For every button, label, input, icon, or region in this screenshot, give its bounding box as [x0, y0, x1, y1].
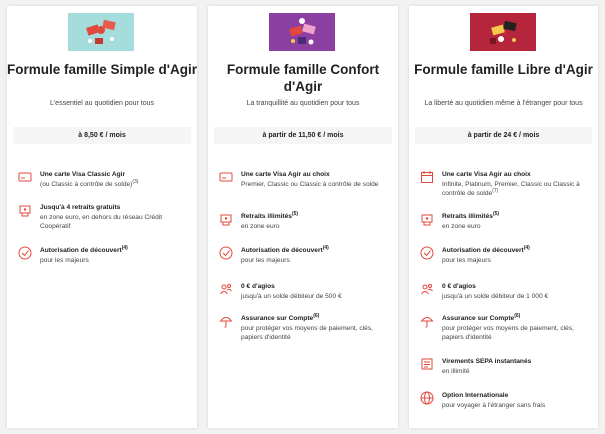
check-icon — [420, 246, 434, 260]
feature-title: Option Internationale — [442, 392, 509, 399]
footnote: (5) — [291, 210, 299, 217]
card-title: Formule famille Libre d'Agir — [414, 62, 593, 77]
feature-title: Une carte Visa Agir au choix — [241, 171, 330, 178]
feature-desc: (ou Classic à contrôle de solde) — [40, 180, 133, 188]
feature-title: Retraits illimités — [241, 213, 292, 220]
feature-title: Autorisation de découvert — [40, 247, 122, 254]
feature-desc: pour les majeurs — [241, 256, 290, 264]
globe-icon — [420, 391, 434, 405]
card-icon — [219, 170, 233, 184]
feature-desc: en illimité — [442, 367, 470, 375]
umbrella-icon — [420, 314, 434, 328]
feature-desc: en zone euro — [442, 222, 481, 230]
feature-item — [420, 170, 594, 200]
feature-item — [420, 246, 594, 276]
hero-illustration — [269, 13, 335, 51]
feature-item — [219, 212, 394, 242]
price-label: à partir de 11,50 € / mois — [214, 127, 392, 144]
card-title: Formule famille Confort d'Agir — [226, 62, 380, 94]
card-subtitle: La tranquillité au quotidien pour tous — [246, 100, 360, 107]
calendar-icon — [420, 170, 434, 184]
feature-title: Retraits illimités — [442, 213, 493, 220]
hero-illustration — [470, 13, 536, 51]
footnote: (5) — [492, 210, 500, 217]
feature-desc: jusqu'à un solde débiteur de 500 € — [241, 292, 342, 300]
feature-item — [18, 203, 193, 233]
feature-item — [420, 212, 594, 242]
atm-icon — [18, 203, 32, 217]
feature-desc: en zone euro, en dehors du réseau Crédit Coopératif — [40, 213, 163, 230]
feature-desc: Premier, Classic ou Classic à contrôle de solde — [241, 180, 379, 188]
price-label: à 8,50 € / mois — [13, 127, 191, 144]
feature-title: Jusqu'à 4 retraits gratuits — [40, 204, 121, 211]
feature-title: Autorisation de découvert — [241, 247, 323, 254]
footnote: (4) — [523, 244, 530, 251]
atm-icon — [219, 212, 233, 226]
feature-item — [18, 246, 193, 276]
footnote: (4) — [322, 244, 329, 251]
feature-desc: en zone euro — [241, 222, 280, 230]
feature-item — [219, 314, 394, 344]
feature-title: Assurance sur Compte — [241, 315, 314, 322]
card-subtitle: La liberté au quotidien même à l'étranger pour tous — [424, 100, 583, 107]
feature-desc: pour les majeurs — [442, 256, 491, 264]
feature-item — [219, 246, 394, 276]
atm-icon — [420, 212, 434, 226]
feature-item — [420, 391, 594, 421]
feature-title: Virements SEPA instantanés — [442, 358, 532, 365]
feature-desc: pour voyager à l'étranger sans frais — [442, 401, 546, 409]
feature-title: Une carte Visa Classic Agir — [40, 171, 126, 178]
footnote: (3) — [132, 178, 139, 185]
footnote: (7) — [492, 187, 499, 194]
check-icon — [219, 246, 233, 260]
feature-desc: pour protéger vos moyens de paiement, clés, papiers d'identité — [241, 324, 373, 341]
feature-item — [420, 314, 594, 344]
feature-desc: pour les majeurs — [40, 256, 89, 264]
feature-desc: Infinite, Platinum, Premier, Classic ou Classic à contrôle de solde — [442, 180, 580, 197]
card-icon — [18, 170, 32, 184]
offer-card-confort — [208, 6, 398, 428]
hero-illustration — [68, 13, 134, 51]
feature-desc: jusqu'à un solde débiteur de 1 000 € — [442, 292, 549, 300]
people-icon — [420, 282, 434, 296]
feature-title: 0 € d'agios — [241, 283, 275, 290]
feature-item — [219, 282, 394, 312]
feature-item — [420, 282, 594, 312]
people-icon — [219, 282, 233, 296]
feature-title: Autorisation de découvert — [442, 247, 524, 254]
check-icon — [18, 246, 32, 260]
footnote: (6) — [313, 312, 320, 319]
transfer-icon — [420, 357, 434, 371]
feature-title: Assurance sur Compte — [442, 315, 515, 322]
feature-title: Une carte Visa Agir au choix — [442, 171, 531, 178]
footnote: (4) — [121, 244, 128, 251]
feature-desc: pour protéger vos moyens de paiement, clés, papiers d'identité — [442, 324, 574, 341]
umbrella-icon — [219, 314, 233, 328]
card-title: Formule famille Simple d'Agir — [7, 62, 197, 77]
feature-item — [18, 170, 193, 200]
feature-item — [219, 170, 394, 200]
feature-title: 0 € d'agios — [442, 283, 476, 290]
price-label: à partir de 24 € / mois — [415, 127, 592, 144]
footnote: (6) — [514, 312, 521, 319]
offer-card-libre — [409, 6, 598, 428]
offer-card-simple — [7, 6, 197, 428]
card-subtitle: L'essentiel au quotidien pour tous — [49, 100, 155, 107]
feature-item — [420, 357, 594, 387]
